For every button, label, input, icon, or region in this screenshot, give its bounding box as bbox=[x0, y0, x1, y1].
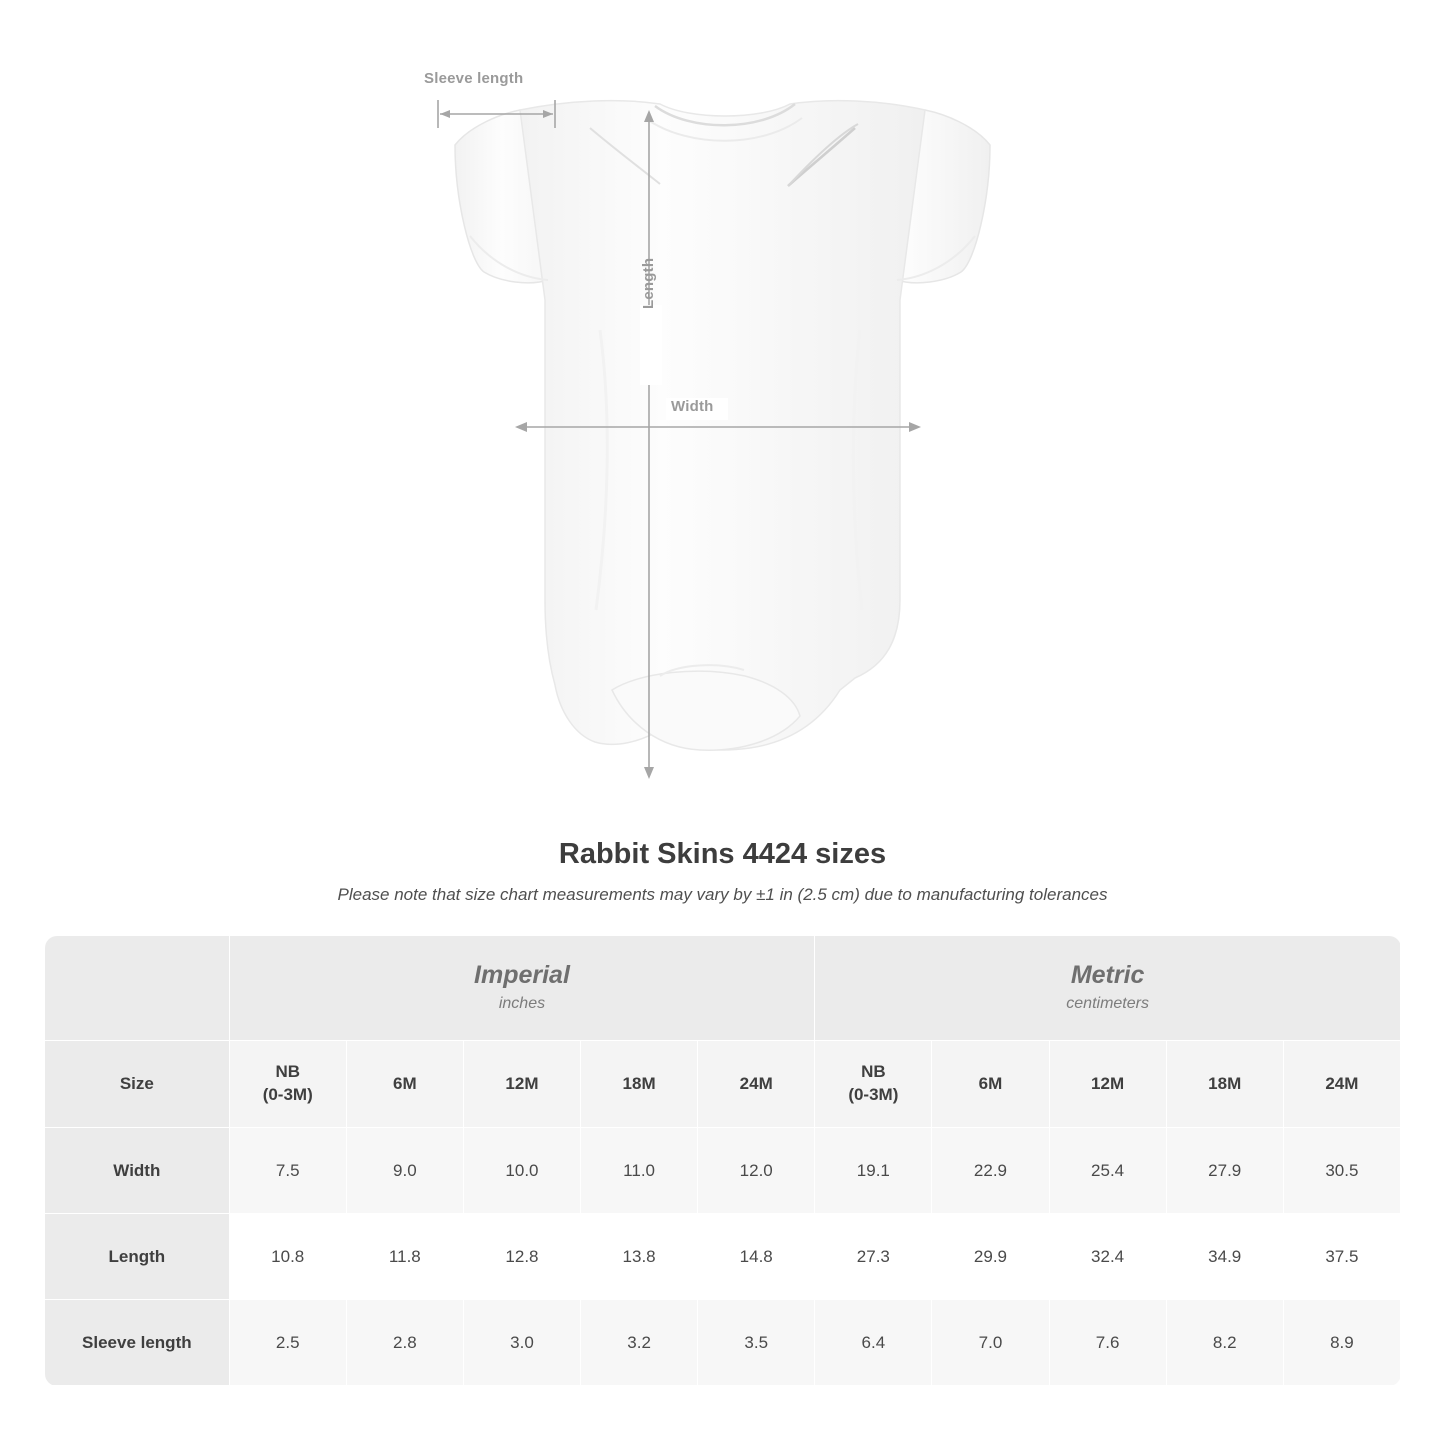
length-label: Length bbox=[640, 257, 657, 309]
cell-width-metric-6m: 22.9 bbox=[932, 1128, 1049, 1214]
cell-sleeve-imperial-24m: 3.5 bbox=[698, 1300, 815, 1386]
table-row bbox=[45, 1128, 1401, 1214]
column-header-sub: (0-3M) bbox=[262, 1085, 313, 1104]
size-table-wrapper bbox=[44, 935, 1401, 1386]
cell-width-metric-nb: 19.1 bbox=[815, 1128, 932, 1214]
column-header-imperial-24m: 24M bbox=[698, 1041, 815, 1128]
row-label-length: Length bbox=[45, 1214, 230, 1300]
sleeve-length-label: Sleeve length bbox=[424, 70, 524, 87]
row-label-sleeve-length: Sleeve length bbox=[45, 1300, 230, 1386]
cell-length-imperial-12m: 12.8 bbox=[463, 1214, 580, 1300]
unit-system-metric bbox=[815, 936, 1401, 1041]
column-header-metric-24m: 24M bbox=[1283, 1041, 1400, 1128]
column-header-imperial-18m: 18M bbox=[581, 1041, 698, 1128]
cell-sleeve-metric-18m: 8.2 bbox=[1166, 1300, 1283, 1386]
cell-length-metric-12m: 32.4 bbox=[1049, 1214, 1166, 1300]
column-header-metric-6m: 6M bbox=[932, 1041, 1049, 1128]
cell-width-imperial-18m: 11.0 bbox=[581, 1128, 698, 1214]
page-title: Rabbit Skins 4424 sizes bbox=[558, 838, 887, 870]
column-header-metric-nb bbox=[815, 1041, 932, 1128]
unit-system-metric-name: Metric bbox=[1070, 961, 1145, 990]
unit-system-imperial-unit: inches bbox=[498, 994, 546, 1012]
cell-length-imperial-18m: 13.8 bbox=[581, 1214, 698, 1300]
table-row bbox=[45, 1214, 1401, 1300]
cell-sleeve-imperial-12m: 3.0 bbox=[463, 1300, 580, 1386]
column-header-imperial-6m: 6M bbox=[346, 1041, 463, 1128]
cell-length-imperial-nb: 10.8 bbox=[229, 1214, 346, 1300]
cell-width-metric-12m: 25.4 bbox=[1049, 1128, 1166, 1214]
unit-system-imperial bbox=[229, 936, 815, 1041]
cell-width-metric-24m: 30.5 bbox=[1283, 1128, 1400, 1214]
cell-sleeve-imperial-6m: 2.8 bbox=[346, 1300, 463, 1386]
cell-sleeve-imperial-nb: 2.5 bbox=[229, 1300, 346, 1386]
column-header-metric-18m: 18M bbox=[1166, 1041, 1283, 1128]
cell-length-metric-nb: 27.3 bbox=[815, 1214, 932, 1300]
table-row bbox=[45, 1300, 1401, 1386]
cell-sleeve-metric-12m: 7.6 bbox=[1049, 1300, 1166, 1386]
cell-sleeve-imperial-18m: 3.2 bbox=[581, 1300, 698, 1386]
unit-corner-cell bbox=[45, 936, 230, 1041]
cell-width-imperial-12m: 10.0 bbox=[463, 1128, 580, 1214]
title-block bbox=[0, 838, 1445, 905]
cell-width-imperial-nb: 7.5 bbox=[229, 1128, 346, 1214]
tolerance-note: Please note that size chart measurements may vary by ±1 in (2.5 cm) due to manufacturing tolerances bbox=[337, 885, 1108, 904]
column-header-imperial-12m: 12M bbox=[463, 1041, 580, 1128]
cell-sleeve-metric-24m: 8.9 bbox=[1283, 1300, 1400, 1386]
cell-sleeve-metric-nb: 6.4 bbox=[815, 1300, 932, 1386]
unit-system-metric-unit: centimeters bbox=[1066, 994, 1149, 1012]
column-header-metric-12m: 12M bbox=[1049, 1041, 1166, 1128]
cell-width-imperial-6m: 9.0 bbox=[346, 1128, 463, 1214]
column-header-size: NB bbox=[861, 1062, 886, 1082]
cell-length-imperial-6m: 11.8 bbox=[346, 1214, 463, 1300]
column-header-imperial-nb bbox=[229, 1041, 346, 1128]
column-header-row bbox=[45, 1041, 1401, 1128]
cell-width-metric-18m: 27.9 bbox=[1166, 1128, 1283, 1214]
cell-length-metric-24m: 37.5 bbox=[1283, 1214, 1400, 1300]
cell-length-metric-6m: 29.9 bbox=[932, 1214, 1049, 1300]
size-table bbox=[44, 935, 1401, 1386]
unit-system-row bbox=[45, 936, 1401, 1041]
column-header-sub: (0-3M) bbox=[848, 1085, 899, 1104]
cell-length-imperial-24m: 14.8 bbox=[698, 1214, 815, 1300]
cell-sleeve-metric-6m: 7.0 bbox=[932, 1300, 1049, 1386]
cell-width-imperial-24m: 12.0 bbox=[698, 1128, 815, 1214]
row-label-width: Width bbox=[45, 1128, 230, 1214]
column-header-size: NB bbox=[275, 1062, 300, 1082]
unit-system-imperial-name: Imperial bbox=[474, 961, 570, 990]
row-header-label: Size bbox=[45, 1041, 230, 1128]
width-label: Width bbox=[671, 398, 714, 415]
cell-length-metric-18m: 34.9 bbox=[1166, 1214, 1283, 1300]
